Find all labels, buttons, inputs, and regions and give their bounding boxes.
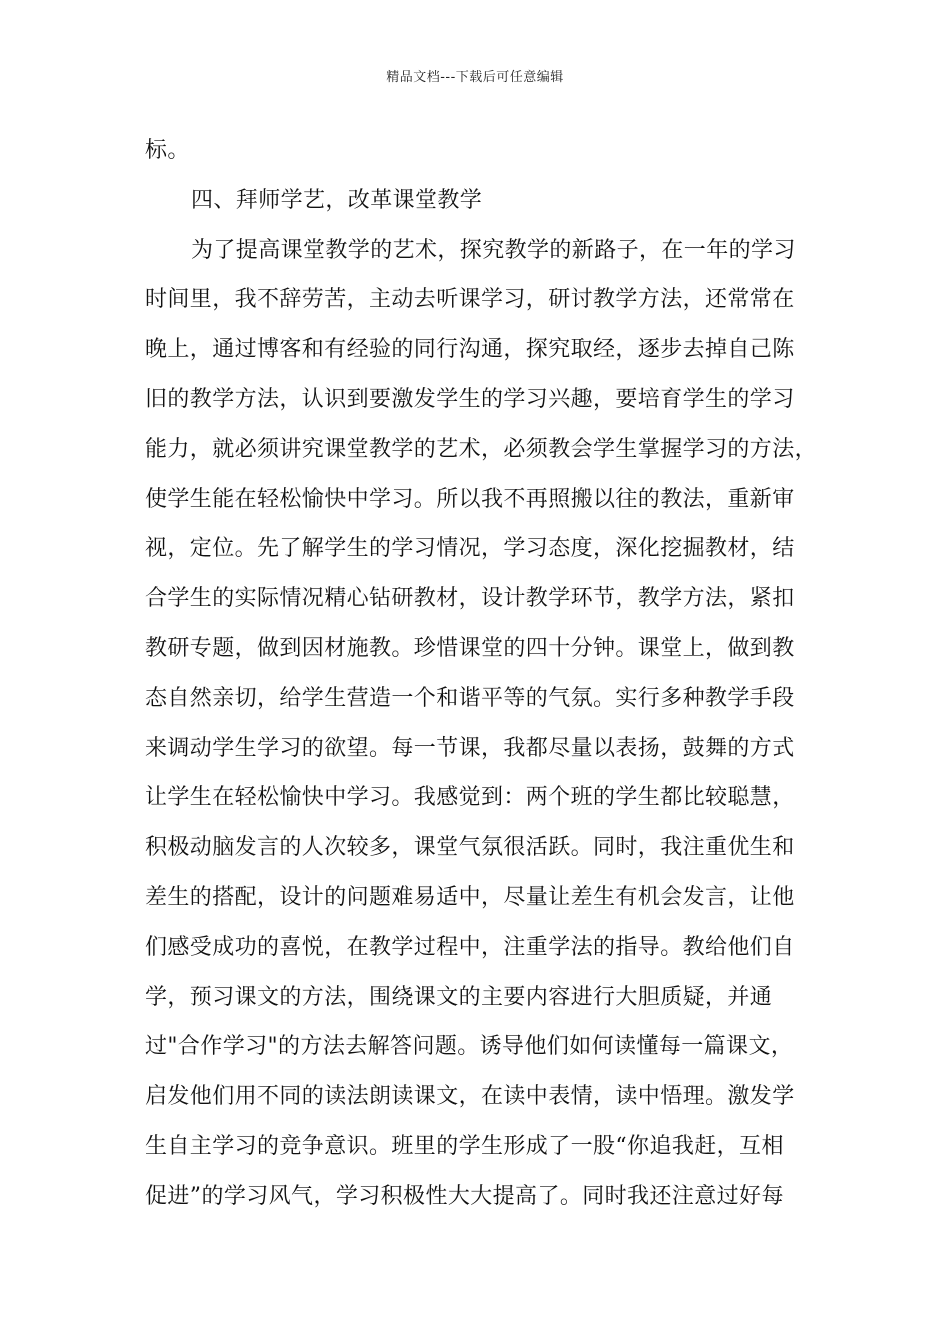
text-line: 标。 xyxy=(145,138,190,163)
text-line: 差生的搭配，设计的问题难易适中，尽量让差生有机会发言，让他 xyxy=(145,884,795,910)
text-line: 生自主学习的竞争意识。班里的学生形成了一股“你追我赶，互相 xyxy=(145,1133,784,1159)
page-header: 精品文档---下载后可任意编辑 xyxy=(386,70,564,85)
text-line: 过"合作学习"的方法去解答问题。诱导他们如何读懂每一篇课文， xyxy=(145,1034,794,1060)
text-line: 学，预习课文的方法，围绕课文的主要内容进行大胆质疑，并通 xyxy=(145,984,773,1010)
text-line: 态自然亲切，给学生营造一个和谐平等的气氛。实行多种教学手段 xyxy=(145,685,795,711)
text-line: 让学生在轻松愉快中学习。我感觉到：两个班的学生都比较聪慧， xyxy=(145,785,795,811)
text-line: 积极动脑发言的人次较多，课堂气氛很活跃。同时，我注重优生和 xyxy=(145,835,795,861)
text-line: 教研专题，做到因材施教。珍惜课堂的四十分钟。课堂上，做到教 xyxy=(145,635,795,661)
text-line: 促进”的学习风气，学习积极性大大提高了。同时我还注意过好每 xyxy=(145,1183,784,1209)
text-line: 旧的教学方法，认识到要激发学生的学习兴趣，要培育学生的学习 xyxy=(145,386,795,412)
text-line: 时间里，我不辞劳苦，主动去听课学习，研讨教学方法，还常常在 xyxy=(145,287,795,313)
body-text xyxy=(145,126,825,1222)
text-line: 来调动学生学习的欲望。每一节课，我都尽量以表扬，鼓舞的方式 xyxy=(145,735,795,761)
text-line: 启发他们用不同的读法朗读课文，在读中表情，读中悟理。激发学 xyxy=(145,1084,795,1110)
text-line: 晚上，通过博客和有经验的同行沟通，探究取经，逐步去掉自己陈 xyxy=(145,337,795,363)
text-line: 们感受成功的喜悦，在教学过程中，注重学法的指导。教给他们自 xyxy=(145,934,795,960)
text-line: 为了提高课堂教学的艺术，探究教学的新路子，在一年的学习 xyxy=(191,237,796,263)
text-line: 视，定位。先了解学生的学习情况，学习态度，深化挖掘教材，结 xyxy=(145,536,795,562)
text-line: 合学生的实际情况精心钻研教材，设计教学环节，教学方法，紧扣 xyxy=(145,586,795,612)
text-line: 使学生能在轻松愉快中学习。所以我不再照搬以往的教法，重新审 xyxy=(145,486,795,512)
text-line: 能力，就必须讲究课堂教学的艺术，必须教会学生掌握学习的方法， xyxy=(145,436,818,462)
section-heading: 四、拜师学艺，改革课堂教学 xyxy=(191,187,483,213)
